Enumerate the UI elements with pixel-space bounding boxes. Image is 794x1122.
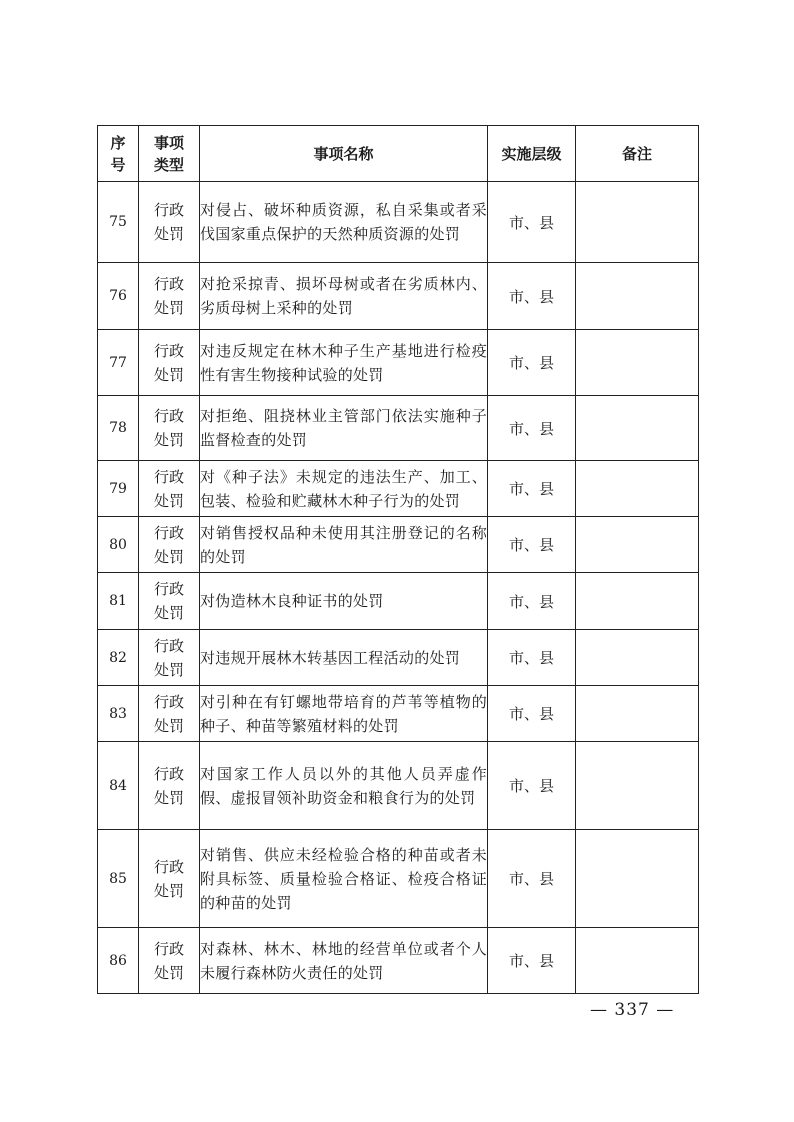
row-type-line2: 处罚 — [153, 225, 184, 243]
header-type-line1: 事项 — [153, 133, 184, 152]
row-no: 75 — [98, 182, 139, 263]
row-name: 对《种子法》未规定的违法生产、加工、包装、检验和贮藏林木种子行为的处罚 — [200, 461, 488, 517]
row-note — [576, 742, 699, 830]
row-level: 市、县 — [488, 830, 576, 928]
row-type-line1: 行政 — [153, 764, 184, 783]
header-level: 实施层级 — [488, 126, 576, 182]
row-level: 市、县 — [488, 630, 576, 686]
row-no: 85 — [98, 830, 139, 928]
row-type — [139, 461, 200, 517]
row-no: 77 — [98, 330, 139, 396]
table-row — [98, 928, 699, 994]
row-note — [576, 263, 699, 330]
row-type-line1: 行政 — [153, 341, 184, 360]
table-row — [98, 830, 699, 928]
row-type — [139, 263, 200, 330]
row-type-line2: 处罚 — [153, 431, 184, 449]
row-name: 对国家工作人员以外的其他人员弄虚作假、虚报冒领补助资金和粮食行为的处罚 — [200, 742, 488, 830]
row-name: 对销售授权品种未使用其注册登记的名称的处罚 — [200, 517, 488, 573]
row-note — [576, 630, 699, 686]
row-type — [139, 742, 200, 830]
table-row — [98, 461, 699, 517]
row-type — [139, 686, 200, 742]
row-level: 市、县 — [488, 263, 576, 330]
row-type-line2: 处罚 — [153, 299, 184, 317]
row-type — [139, 573, 200, 630]
row-level: 市、县 — [488, 396, 576, 461]
header-no-line2: 号 — [110, 155, 126, 174]
row-no: 79 — [98, 461, 139, 517]
header-type-line2: 类型 — [153, 155, 184, 174]
row-type-line1: 行政 — [153, 201, 184, 219]
table-header-row — [98, 126, 699, 182]
table-row — [98, 263, 699, 330]
row-type-line2: 处罚 — [153, 716, 184, 735]
header-type — [139, 126, 200, 182]
row-level: 市、县 — [488, 182, 576, 263]
row-name: 对违规开展林木转基因工程活动的处罚 — [200, 630, 488, 686]
header-no-line1: 序 — [110, 133, 126, 152]
row-type-line2: 处罚 — [153, 365, 184, 384]
header-no — [98, 126, 139, 182]
row-type — [139, 330, 200, 396]
row-name: 对森林、林木、林地的经营单位或者个人未履行森林防火责任的处罚 — [200, 928, 488, 994]
row-type-line1: 行政 — [153, 275, 184, 293]
row-type-line1: 行政 — [153, 857, 184, 876]
header-note: 备注 — [576, 126, 699, 182]
row-type-line1: 行政 — [153, 939, 184, 958]
row-level: 市、县 — [488, 330, 576, 396]
row-level: 市、县 — [488, 517, 576, 573]
row-type-line1: 行政 — [153, 523, 184, 542]
row-type — [139, 830, 200, 928]
row-level: 市、县 — [488, 573, 576, 630]
row-level: 市、县 — [488, 742, 576, 830]
row-note — [576, 330, 699, 396]
row-no: 81 — [98, 573, 139, 630]
row-name: 对侵占、破坏种质资源，私自采集或者采伐国家重点保护的天然种质资源的处罚 — [200, 182, 488, 263]
table-row — [98, 742, 699, 830]
row-note — [576, 396, 699, 461]
row-name: 对违反规定在林木种子生产基地进行检疫性有害生物接种试验的处罚 — [200, 330, 488, 396]
page-number: — 337 — — [590, 1000, 675, 1020]
row-note — [576, 461, 699, 517]
row-type-line2: 处罚 — [153, 788, 184, 807]
row-note — [576, 686, 699, 742]
row-name: 对销售、供应未经检验合格的种苗或者未附具标签、质量检验合格证、检疫合格证的种苗的处罚 — [200, 830, 488, 928]
row-type-line1: 行政 — [153, 467, 184, 486]
row-type — [139, 396, 200, 461]
row-note — [576, 573, 699, 630]
table-row — [98, 182, 699, 263]
row-no: 86 — [98, 928, 139, 994]
items-table — [97, 125, 699, 994]
row-type-line2: 处罚 — [153, 963, 184, 982]
row-no: 78 — [98, 396, 139, 461]
row-no: 84 — [98, 742, 139, 830]
row-type-line1: 行政 — [153, 407, 184, 425]
header-name: 事项名称 — [200, 126, 488, 182]
row-note — [576, 830, 699, 928]
table-row — [98, 573, 699, 630]
row-note — [576, 182, 699, 263]
row-name: 对抢采掠青、损坏母树或者在劣质林内、劣质母树上采种的处罚 — [200, 263, 488, 330]
row-no: 76 — [98, 263, 139, 330]
row-type-line2: 处罚 — [153, 547, 184, 566]
row-note — [576, 517, 699, 573]
row-type-line1: 行政 — [153, 580, 184, 598]
row-type-line2: 处罚 — [153, 491, 184, 510]
row-name: 对伪造林木良种证书的处罚 — [200, 573, 488, 630]
row-level: 市、县 — [488, 928, 576, 994]
row-type — [139, 928, 200, 994]
row-type-line2: 处罚 — [153, 881, 184, 900]
table-row — [98, 330, 699, 396]
row-name: 对引种在有钉螺地带培育的芦苇等植物的种子、种苗等繁殖材料的处罚 — [200, 686, 488, 742]
row-type — [139, 517, 200, 573]
row-type — [139, 630, 200, 686]
row-type-line2: 处罚 — [153, 660, 184, 679]
row-type-line2: 处罚 — [153, 604, 184, 622]
table-row — [98, 517, 699, 573]
table-row — [98, 686, 699, 742]
row-note — [576, 928, 699, 994]
row-level: 市、县 — [488, 461, 576, 517]
row-type-line1: 行政 — [153, 692, 184, 711]
row-type-line1: 行政 — [153, 636, 184, 655]
row-type — [139, 182, 200, 263]
row-level: 市、县 — [488, 686, 576, 742]
table-row — [98, 396, 699, 461]
row-no: 80 — [98, 517, 139, 573]
row-name: 对拒绝、阻挠林业主管部门依法实施种子监督检查的处罚 — [200, 396, 488, 461]
table-row — [98, 630, 699, 686]
row-no: 83 — [98, 686, 139, 742]
row-no: 82 — [98, 630, 139, 686]
